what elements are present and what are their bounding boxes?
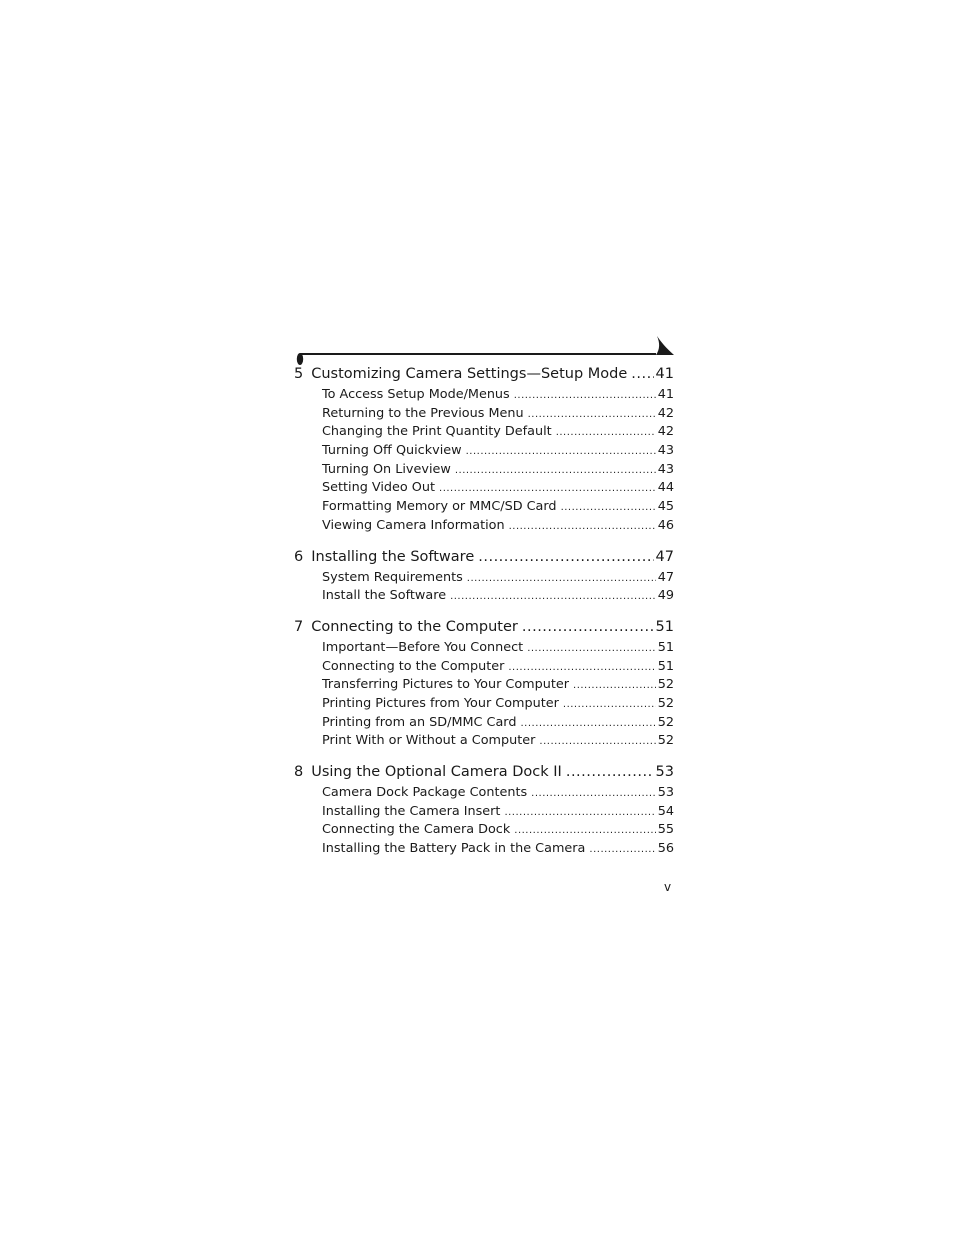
section-entry[interactable] xyxy=(322,714,674,733)
section-entry[interactable] xyxy=(322,498,674,517)
section-page-number: 43 xyxy=(657,461,674,477)
section-page-number: 41 xyxy=(657,387,674,402)
section-entry[interactable] xyxy=(322,461,674,480)
dot-leader xyxy=(450,588,656,607)
header-rule-graphic xyxy=(294,334,676,368)
section-entry[interactable] xyxy=(322,695,674,714)
section-title: System Requirements xyxy=(322,569,463,585)
section-list xyxy=(294,639,674,751)
chapter-page-number: 53 xyxy=(655,764,674,780)
section-page-number: 52 xyxy=(657,714,674,730)
dot-leader xyxy=(509,518,656,537)
chapter-page-number: 41 xyxy=(655,366,674,382)
section-page-number: 47 xyxy=(657,569,674,585)
section-title: Installing the Camera Insert xyxy=(322,803,501,819)
chapter-title: Installing the Software xyxy=(311,548,475,565)
page-folio: v xyxy=(664,880,672,894)
section-page-number: 52 xyxy=(657,677,674,693)
section-list xyxy=(294,386,674,536)
dot-leader xyxy=(467,570,656,589)
section-page-number: 55 xyxy=(657,822,674,838)
chapter-title: Customizing Camera Settings—Setup Mode xyxy=(311,366,628,382)
section-title: Installing the Battery Pack in the Camera xyxy=(322,841,586,857)
toc-chapter-8 xyxy=(294,762,674,859)
chapter-title: Connecting to the Computer xyxy=(311,618,518,635)
section-entry[interactable] xyxy=(322,658,674,677)
section-entry[interactable] xyxy=(322,803,674,822)
toc-chapter-6 xyxy=(294,547,674,606)
chapter-page-number: 47 xyxy=(655,548,674,565)
section-page-number: 51 xyxy=(657,639,674,655)
dot-leader xyxy=(566,762,654,783)
section-page-number: 53 xyxy=(657,785,674,800)
dot-leader xyxy=(439,480,656,499)
dot-leader xyxy=(478,547,653,568)
chapter-number: 6 xyxy=(294,548,304,565)
section-title: Printing Pictures from Your Computer xyxy=(322,695,559,711)
section-title: Changing the Print Quantity Default xyxy=(322,424,552,440)
toc-chapter-7 xyxy=(294,617,674,751)
section-title: Setting Video Out xyxy=(322,480,436,496)
dot-leader xyxy=(573,677,656,696)
dot-leader xyxy=(508,659,655,678)
section-title: Connecting the Camera Dock xyxy=(322,822,511,838)
section-page-number: 43 xyxy=(657,443,674,459)
dot-leader xyxy=(631,364,653,385)
chapter-entry[interactable] xyxy=(294,762,674,784)
dot-leader xyxy=(504,804,655,823)
dot-leader xyxy=(527,640,656,659)
section-title: Print With or Without a Computer xyxy=(322,733,536,749)
chapter-title: Using the Optional Camera Dock II xyxy=(311,764,562,780)
section-page-number: 42 xyxy=(657,424,674,440)
chapter-number: 7 xyxy=(294,618,304,635)
section-page-number: 49 xyxy=(657,588,674,604)
dot-leader xyxy=(561,499,656,518)
section-page-number: 44 xyxy=(657,480,674,496)
section-page-number: 51 xyxy=(657,658,674,674)
section-entry[interactable] xyxy=(322,423,674,442)
section-entry[interactable] xyxy=(322,442,674,461)
dot-leader xyxy=(522,617,654,638)
section-title: Install the Software xyxy=(322,588,447,604)
dot-leader xyxy=(466,443,656,462)
section-page-number: 46 xyxy=(657,517,674,533)
section-page-number: 45 xyxy=(657,499,674,515)
dot-leader xyxy=(455,462,656,481)
section-page-number: 56 xyxy=(657,841,674,857)
section-title: Turning Off Quickview xyxy=(322,443,462,459)
chapter-number: 5 xyxy=(294,366,304,382)
chapter-entry[interactable] xyxy=(294,547,674,569)
dot-leader xyxy=(563,696,656,715)
section-title: Important—Before You Connect xyxy=(322,639,524,655)
section-entry[interactable] xyxy=(322,517,674,536)
section-entry[interactable] xyxy=(322,821,674,840)
section-title: Connecting to the Computer xyxy=(322,658,505,674)
section-title: To Access Setup Mode/Menus xyxy=(322,387,510,402)
section-entry[interactable] xyxy=(322,405,674,424)
section-title: Turning On Liveview xyxy=(322,461,451,477)
section-entry[interactable] xyxy=(322,569,674,588)
section-entry[interactable] xyxy=(322,784,674,803)
dot-leader xyxy=(589,841,655,860)
section-page-number: 42 xyxy=(657,405,674,421)
table-of-contents xyxy=(294,364,674,870)
section-entry[interactable] xyxy=(322,676,674,695)
dot-leader xyxy=(514,387,656,406)
section-page-number: 52 xyxy=(657,733,674,749)
section-title: Printing from an SD/MMC Card xyxy=(322,714,517,730)
section-entry[interactable] xyxy=(322,639,674,658)
dot-leader xyxy=(531,785,656,804)
dot-leader xyxy=(539,733,655,752)
section-entry[interactable] xyxy=(322,732,674,751)
section-entry[interactable] xyxy=(322,386,674,405)
section-page-number: 54 xyxy=(657,803,674,819)
chapter-number: 8 xyxy=(294,764,304,780)
section-list xyxy=(294,784,674,859)
section-entry[interactable] xyxy=(322,587,674,606)
chapter-entry[interactable] xyxy=(294,364,674,386)
section-title: Formatting Memory or MMC/SD Card xyxy=(322,499,557,515)
section-title: Camera Dock Package Contents xyxy=(322,785,528,800)
section-title: Returning to the Previous Menu xyxy=(322,405,524,421)
dot-leader xyxy=(520,715,655,734)
section-page-number: 52 xyxy=(657,695,674,711)
toc-chapter-5 xyxy=(294,364,674,536)
dot-leader xyxy=(528,406,656,425)
chapter-page-number: 51 xyxy=(655,618,674,635)
section-list xyxy=(294,569,674,606)
dot-leader xyxy=(514,822,655,841)
section-title: Viewing Camera Information xyxy=(322,517,505,533)
dot-leader xyxy=(556,424,656,443)
section-entry[interactable] xyxy=(322,840,674,859)
section-entry[interactable] xyxy=(322,479,674,498)
section-title: Transferring Pictures to Your Computer xyxy=(322,677,570,693)
chapter-entry[interactable] xyxy=(294,617,674,639)
